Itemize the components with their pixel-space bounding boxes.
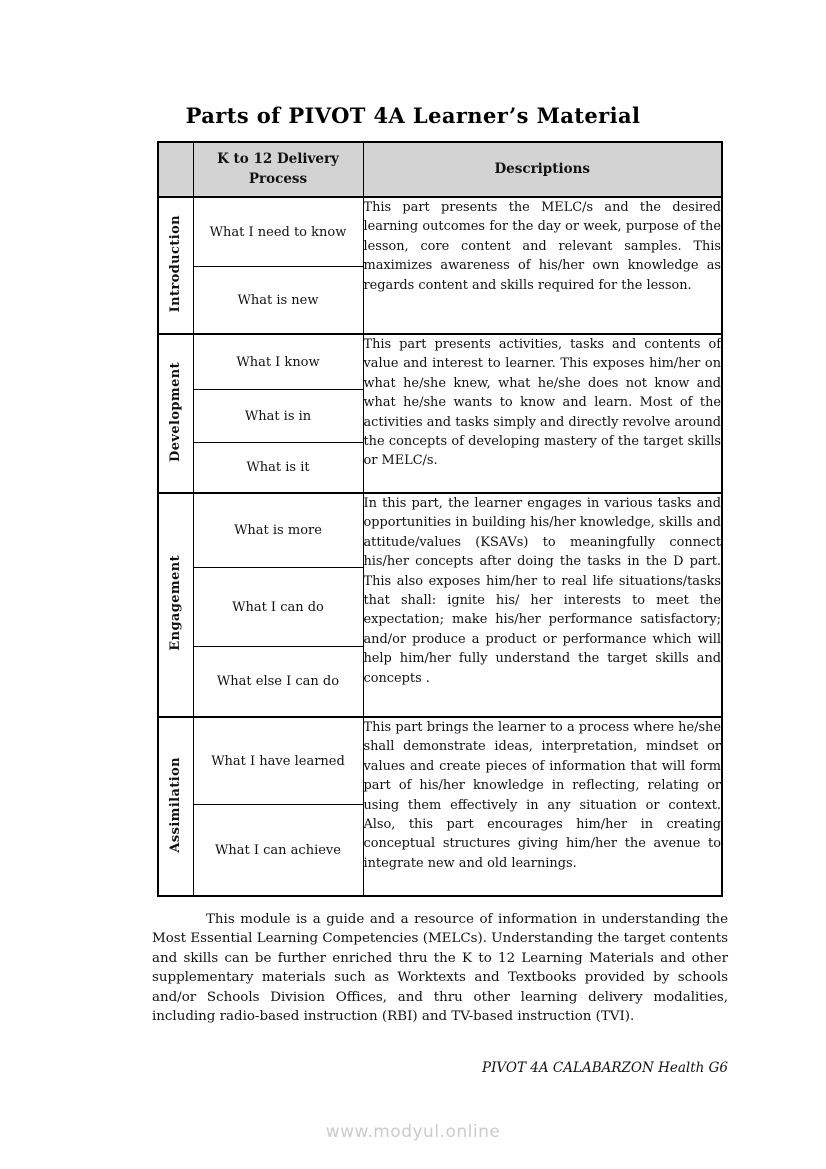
category-cell-development bbox=[158, 334, 193, 493]
description-cell: This part presents the MELC/s and the desired learning outcomes for the day or week, purpose of the lesson, core content and relevant samples. This maximizes awareness of his/her own knowledge as regards content and skills required for the lesson. bbox=[363, 197, 722, 334]
table-row bbox=[158, 334, 722, 390]
table-row bbox=[158, 493, 722, 568]
page-title: Parts of PIVOT 4A Learner’s Material bbox=[185, 103, 641, 128]
process-cell: What I have learned bbox=[193, 717, 363, 805]
process-cell: What is more bbox=[193, 493, 363, 568]
category-cell-introduction bbox=[158, 197, 193, 334]
category-label: Introduction bbox=[168, 214, 184, 313]
header-corner-cell bbox=[158, 142, 193, 197]
table-row bbox=[158, 717, 722, 805]
table-row bbox=[158, 197, 722, 267]
process-cell: What is it bbox=[193, 443, 363, 494]
category-cell-assimilation bbox=[158, 717, 193, 896]
category-label: Engagement bbox=[168, 555, 184, 651]
process-cell: What I know bbox=[193, 334, 363, 390]
description-cell: This part presents activities, tasks and contents of value and interest to learner. This exposes him/her on what he/she knew, what he/she does not know and what he/she wants to know and learn. Most of the activities and tasks simply and directly revolve around the concepts of developing mastery of the target skills or MELC/s. bbox=[363, 334, 722, 493]
process-cell: What is in bbox=[193, 390, 363, 443]
process-cell: What I need to know bbox=[193, 197, 363, 267]
description-cell: In this part, the learner engages in various tasks and opportunities in building his/her knowledge, skills and attitude/values (KSAVs) to meaningfully connect his/her concepts after doing the tasks in the D part. This also exposes him/her to real life situations/tasks that shall: ignite his/ her interests to meet the expectation; make his/her performance satisfactory; and/or produce a product or performance which will help him/her fully understand the target skills and concepts . bbox=[363, 493, 722, 717]
description-cell: This part brings the learner to a process where he/she shall demonstrate ideas, interpretation, mindset or values and create pieces of information that will form part of his/her knowledge in reflecting, relating or using them effectively in any situation or context. Also, this part encourages him/her in creating conceptual structures giving him/her the avenue to integrate new and old learnings. bbox=[363, 717, 722, 896]
parts-table bbox=[157, 141, 723, 897]
process-cell: What I can achieve bbox=[193, 805, 363, 897]
page-footer: PIVOT 4A CALABARZON Health G6 bbox=[481, 1060, 728, 1077]
process-cell: What else I can do bbox=[193, 647, 363, 718]
category-cell-engagement bbox=[158, 493, 193, 717]
watermark: www.modyul.online bbox=[325, 1122, 501, 1142]
header-descriptions: Descriptions bbox=[363, 142, 722, 197]
process-cell: What I can do bbox=[193, 568, 363, 647]
process-cell: What is new bbox=[193, 267, 363, 335]
category-label: Development bbox=[168, 361, 184, 462]
category-label: Assimilation bbox=[168, 756, 184, 853]
header-delivery-process: K to 12 Delivery Process bbox=[193, 142, 363, 197]
table-header-row bbox=[158, 142, 722, 197]
module-paragraph: This module is a guide and a resource of information in understanding the Most Essential Learning Competencies (MELCs). Understanding the target contents and skills can be further enriched thru the K to 12 Learning Materials and other supplementary materials such as Worktexts and Textbooks provided by schools and/or Schools Division Offices, and thru other learning delivery modalities, including radio-based instruction (RBI) and TV-based instruction (TVI). bbox=[152, 912, 728, 1025]
